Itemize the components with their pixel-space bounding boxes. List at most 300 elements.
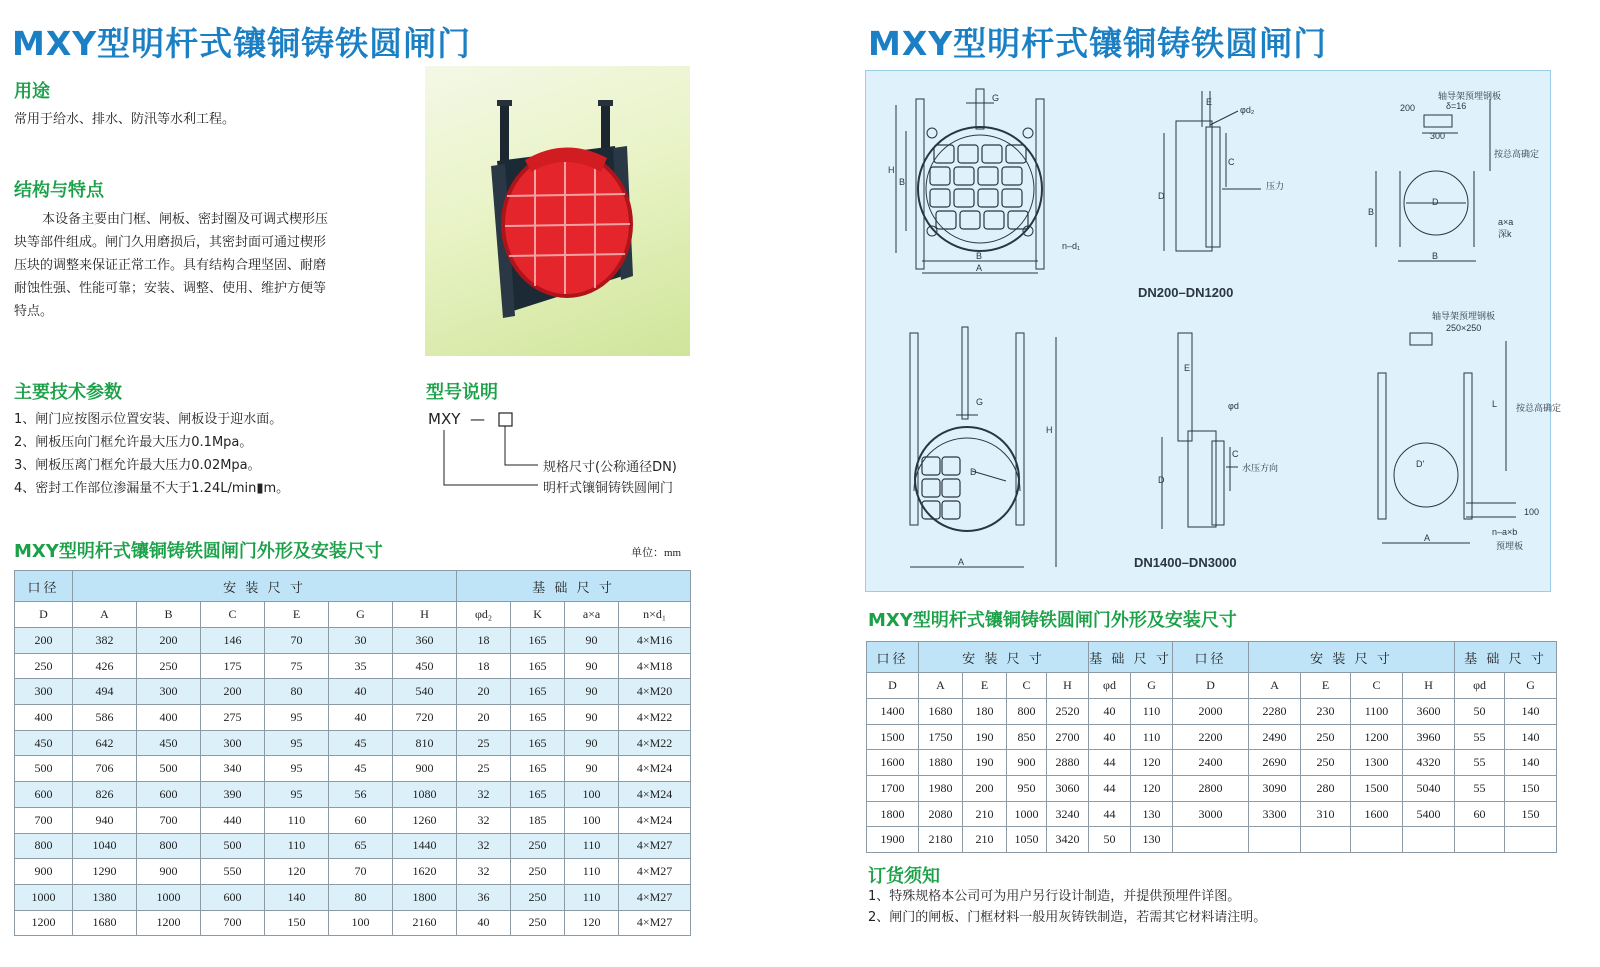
group-header: 安 装 尺 寸 <box>1249 642 1455 673</box>
table-cell: 826 <box>73 782 137 808</box>
label-200: 200 <box>1400 103 1416 113</box>
group-header: 口径 <box>867 642 919 673</box>
label-a-foundation: A <box>1424 533 1431 543</box>
table-cell: 1260 <box>393 807 457 833</box>
label-b: B <box>899 177 906 187</box>
order-line: 2、闸门的闸板、门框材料一般用灰铸铁制造，若需其它材料请注明。 <box>868 910 1267 925</box>
table-cell: 3090 <box>1249 776 1301 802</box>
table-cell: 900 <box>393 756 457 782</box>
table-cell: 4×M24 <box>619 782 691 808</box>
table-cell: 300 <box>201 730 265 756</box>
column-header: G <box>329 602 393 628</box>
table-cell: 500 <box>201 833 265 859</box>
side-view-small <box>1164 91 1261 251</box>
table-row <box>15 653 691 679</box>
table-cell: 2200 <box>1173 724 1249 750</box>
right-page-title: MXY型明杆式镶铜铸铁圆闸门 <box>868 24 1328 63</box>
table-cell: 800 <box>137 833 201 859</box>
order-notes <box>868 886 1266 928</box>
table-cell: 110 <box>1131 724 1173 750</box>
group-header: 基 础 尺 寸 <box>1089 642 1173 673</box>
table-cell <box>1403 827 1455 853</box>
label-e-large: E <box>1184 363 1191 373</box>
table-row <box>15 756 691 782</box>
group-header: 口径 <box>1173 642 1249 673</box>
gate-photo-illustration <box>425 66 690 356</box>
table-cell: 80 <box>329 884 393 910</box>
table-cell: 90 <box>565 756 619 782</box>
column-header: G <box>1131 673 1173 699</box>
column-header: E <box>1301 673 1351 699</box>
param-item: 2、闸板压向门框允许最大压力0.1Mpa。 <box>14 435 253 450</box>
table-cell: 165 <box>511 628 565 654</box>
table-cell: 200 <box>15 628 73 654</box>
param-item: 1、闸门应按图示位置安装、闸板设于迎水面。 <box>14 412 283 427</box>
label-b2: B <box>976 251 983 261</box>
label-water-dir: 水压方向 <box>1242 463 1279 473</box>
table-cell: 494 <box>73 679 137 705</box>
table-cell: 130 <box>1131 801 1173 827</box>
table-cell: 5400 <box>1403 801 1455 827</box>
table-cell: 800 <box>1007 699 1047 725</box>
table-row <box>15 705 691 731</box>
table-cell: 55 <box>1455 750 1505 776</box>
column-header: A <box>73 602 137 628</box>
table-cell: 90 <box>565 705 619 731</box>
foundation-view-small <box>1376 99 1490 261</box>
label-d: D <box>1158 191 1165 201</box>
table-cell: 60 <box>1455 801 1505 827</box>
table-cell: 56 <box>329 782 393 808</box>
structure-text <box>14 208 364 323</box>
column-header: H <box>1403 673 1455 699</box>
table-cell: 110 <box>1131 699 1173 725</box>
column-header: H <box>1047 673 1089 699</box>
table-cell: 4×M20 <box>619 679 691 705</box>
table-cell: 20 <box>457 705 511 731</box>
structure-line: 本设备主要由门框、闸板、密封圈及可调式楔形压 <box>42 212 329 227</box>
label-pressure: 压力 <box>1266 181 1285 191</box>
table-cell: 2160 <box>393 910 457 936</box>
table-cell: 90 <box>565 653 619 679</box>
label-c-large: C <box>1232 449 1239 459</box>
table-cell: 450 <box>15 730 73 756</box>
table-cell: 440 <box>201 807 265 833</box>
table-cell: 250 <box>1301 750 1351 776</box>
table-cell: 900 <box>15 859 73 885</box>
table-cell: 75 <box>265 653 329 679</box>
table-cell: 50 <box>1089 827 1131 853</box>
table-cell: 1400 <box>867 699 919 725</box>
table-cell: 18 <box>457 653 511 679</box>
table-cell: 4×M27 <box>619 884 691 910</box>
table-cell: 1600 <box>1351 801 1403 827</box>
label-e: E <box>1206 97 1213 107</box>
table-cell: 250 <box>511 859 565 885</box>
table-cell: 130 <box>1131 827 1173 853</box>
table-cell: 700 <box>15 807 73 833</box>
column-header: E <box>963 673 1007 699</box>
label-g: G <box>992 93 1000 103</box>
table-cell: 70 <box>265 628 329 654</box>
table-cell: 1200 <box>137 910 201 936</box>
table-cell: 400 <box>137 705 201 731</box>
table-cell: 706 <box>73 756 137 782</box>
table-cell: 450 <box>393 653 457 679</box>
table-cell: 950 <box>1007 776 1047 802</box>
table-cell: 110 <box>565 859 619 885</box>
column-header: C <box>201 602 265 628</box>
group-header: 基 础 尺 寸 <box>1455 642 1557 673</box>
table-cell: 120 <box>565 910 619 936</box>
table-cell: 60 <box>329 807 393 833</box>
table-cell: 110 <box>565 833 619 859</box>
table-cell: 1500 <box>867 724 919 750</box>
table-row <box>867 776 1557 802</box>
table-cell: 2800 <box>1173 776 1249 802</box>
table-row <box>15 807 691 833</box>
structure-line: 块等部件组成。闸门久用磨损后，其密封面可通过楔形 <box>14 235 327 250</box>
table-cell: 30 <box>329 628 393 654</box>
structure-line: 特点。 <box>14 304 54 319</box>
table-cell: 4320 <box>1403 750 1455 776</box>
table-cell: 210 <box>963 801 1007 827</box>
column-header: D <box>867 673 919 699</box>
table-cell: 1440 <box>393 833 457 859</box>
table-cell: 36 <box>457 884 511 910</box>
table-cell: 3600 <box>1403 699 1455 725</box>
table-cell: 3000 <box>1173 801 1249 827</box>
table-cell: 90 <box>565 628 619 654</box>
table-cell: 55 <box>1455 776 1505 802</box>
table-cell: 1600 <box>867 750 919 776</box>
table-cell: 165 <box>511 730 565 756</box>
table-cell: 4×M16 <box>619 628 691 654</box>
table-cell: 1080 <box>393 782 457 808</box>
table-cell: 2700 <box>1047 724 1089 750</box>
table-cell: 5040 <box>1403 776 1455 802</box>
table-cell: 275 <box>201 705 265 731</box>
table-cell: 850 <box>1007 724 1047 750</box>
table-cell: 100 <box>565 807 619 833</box>
label-nab: n–a×b <box>1492 527 1518 537</box>
table-cell: 110 <box>565 884 619 910</box>
table-cell: 340 <box>201 756 265 782</box>
group-header: 安 装 尺 寸 <box>73 571 457 602</box>
table-cell: 300 <box>137 679 201 705</box>
foundation-view-large <box>1378 333 1516 543</box>
table-cell: 250 <box>511 910 565 936</box>
drawing-panel <box>865 70 1562 592</box>
left-table-heading: MXY型明杆式镶铜铸铁圆闸门外形及安装尺寸 <box>14 541 383 562</box>
table-cell: 90 <box>565 679 619 705</box>
table-cell: 120 <box>1131 776 1173 802</box>
table-cell: 1000 <box>137 884 201 910</box>
table-cell: 4×M18 <box>619 653 691 679</box>
label-h-large: H <box>1046 425 1053 435</box>
table-cell: 180 <box>963 699 1007 725</box>
table-cell: 1800 <box>867 801 919 827</box>
product-photo <box>425 66 690 356</box>
table-cell: 110 <box>265 833 329 859</box>
table-cell: 800 <box>15 833 73 859</box>
left-unit: 单位：mm <box>631 547 682 559</box>
table-cell: 382 <box>73 628 137 654</box>
label-a: A <box>976 263 983 273</box>
group-header: 基 础 尺 寸 <box>457 571 691 602</box>
table-cell: 200 <box>963 776 1007 802</box>
table-cell: 45 <box>329 730 393 756</box>
table-cell: 720 <box>393 705 457 731</box>
table-cell: 32 <box>457 833 511 859</box>
table-cell: 500 <box>15 756 73 782</box>
label-aa: a×a <box>1498 217 1514 227</box>
table-cell: 120 <box>265 859 329 885</box>
label-d-large: D <box>970 467 977 477</box>
column-header: φd <box>1089 673 1131 699</box>
group-header: 安 装 尺 寸 <box>919 642 1089 673</box>
label-d-prime: D' <box>1416 459 1425 469</box>
table-cell: 190 <box>963 750 1007 776</box>
table-cell: 50 <box>1455 699 1505 725</box>
range-label-1: DN200–DN1200 <box>1138 285 1234 300</box>
label-plate-2: 轴导架预埋钢板 <box>1432 311 1496 321</box>
table-row <box>15 730 691 756</box>
table-cell: 2690 <box>1249 750 1301 776</box>
table-cell: 900 <box>1007 750 1047 776</box>
label-b-vertical: B <box>1368 207 1375 217</box>
column-header: a×a <box>565 602 619 628</box>
table-row <box>867 699 1557 725</box>
structure-line: 耐蚀性强、性能可靠；安装、调整、使用、维护方便等 <box>14 281 327 296</box>
table-cell: 3420 <box>1047 827 1089 853</box>
table-cell: 550 <box>201 859 265 885</box>
table-row <box>15 782 691 808</box>
column-header: D <box>15 602 73 628</box>
usage-text: 常用于给水、排水、防汛等水利工程。 <box>14 112 236 127</box>
table-cell: 146 <box>201 628 265 654</box>
table-cell: 400 <box>15 705 73 731</box>
table-cell: 150 <box>1505 776 1557 802</box>
table-cell: 2490 <box>1249 724 1301 750</box>
table-cell: 200 <box>137 628 201 654</box>
table-row <box>15 884 691 910</box>
table-cell: 4×M22 <box>619 705 691 731</box>
table-cell: 165 <box>511 679 565 705</box>
table-cell: 120 <box>1131 750 1173 776</box>
table-row <box>15 679 691 705</box>
column-header: φd₂ <box>457 602 511 628</box>
table-cell: 175 <box>201 653 265 679</box>
table-cell: 95 <box>265 705 329 731</box>
table-cell: 700 <box>137 807 201 833</box>
table-cell: 250 <box>137 653 201 679</box>
table-cell: 700 <box>201 910 265 936</box>
technical-drawings <box>866 71 1562 591</box>
model-code: MXY <box>428 410 461 428</box>
table-cell: 1040 <box>73 833 137 859</box>
table-cell: 90 <box>565 730 619 756</box>
table-cell: 65 <box>329 833 393 859</box>
table-cell: 1500 <box>1351 776 1403 802</box>
table-cell: 165 <box>511 705 565 731</box>
table-cell: 200 <box>201 679 265 705</box>
model-explanation <box>428 408 698 498</box>
table-row <box>867 801 1557 827</box>
table-cell: 32 <box>457 859 511 885</box>
table-cell: 4×M27 <box>619 833 691 859</box>
table-cell: 600 <box>137 782 201 808</box>
label-nd1: n–d₁ <box>1062 241 1081 251</box>
table-cell: 1750 <box>919 724 963 750</box>
table-cell: 900 <box>137 859 201 885</box>
label-l: L <box>1492 399 1498 409</box>
column-header: φd <box>1455 673 1505 699</box>
table-cell: 100 <box>329 910 393 936</box>
table-cell: 642 <box>73 730 137 756</box>
model-heading: 型号说明 <box>426 382 498 403</box>
table-cell <box>1173 827 1249 853</box>
label-d-foundation: D <box>1432 197 1439 207</box>
order-line: 1、特殊规格本公司可为用户另行设计制造，并提供预埋件详图。 <box>868 889 1241 904</box>
param-item: 3、闸板压离门框允许最大压力0.02Mpa。 <box>14 458 261 473</box>
table-cell: 3960 <box>1403 724 1455 750</box>
table-cell: 95 <box>265 730 329 756</box>
table-cell: 140 <box>1505 724 1557 750</box>
label-by-height-1: 按总高确定 <box>1494 149 1540 159</box>
column-header: E <box>265 602 329 628</box>
table-cell: 2080 <box>919 801 963 827</box>
table-cell: 20 <box>457 679 511 705</box>
table-cell: 100 <box>565 782 619 808</box>
group-header: 口径 <box>15 571 73 602</box>
table-row <box>867 827 1557 853</box>
table-cell <box>1301 827 1351 853</box>
table-cell: 210 <box>963 827 1007 853</box>
table-cell: 250 <box>511 833 565 859</box>
column-header: G <box>1505 673 1557 699</box>
table-cell: 1290 <box>73 859 137 885</box>
column-header: C <box>1007 673 1047 699</box>
left-dimension-table <box>14 570 691 936</box>
table-cell: 40 <box>329 679 393 705</box>
column-header: B <box>137 602 201 628</box>
label-plate-1-spec: δ=16 <box>1446 101 1467 111</box>
table-cell: 940 <box>73 807 137 833</box>
structure-line: 压块的调整来保证正常工作。具有结构合理坚固、耐磨 <box>14 258 327 273</box>
table-cell: 150 <box>1505 801 1557 827</box>
table-cell: 1620 <box>393 859 457 885</box>
table-cell: 1700 <box>867 776 919 802</box>
table-cell: 80 <box>265 679 329 705</box>
usage-heading: 用途 <box>14 81 50 102</box>
table-row <box>867 750 1557 776</box>
table-cell: 600 <box>201 884 265 910</box>
column-header: D <box>1173 673 1249 699</box>
label-phid2: φd₂ <box>1240 105 1255 115</box>
table-row <box>15 833 691 859</box>
table-cell: 44 <box>1089 776 1131 802</box>
table-cell: 2000 <box>1173 699 1249 725</box>
table-cell: 40 <box>1089 699 1131 725</box>
table-cell: 1980 <box>919 776 963 802</box>
table-cell: 1900 <box>867 827 919 853</box>
table-cell: 1200 <box>15 910 73 936</box>
table-cell: 70 <box>329 859 393 885</box>
table-cell: 165 <box>511 756 565 782</box>
order-heading: 订货须知 <box>868 866 940 887</box>
table-row <box>867 724 1557 750</box>
table-cell: 4×M24 <box>619 807 691 833</box>
model-label-type: 明杆式镶铜铸铁圆闸门 <box>543 481 674 496</box>
label-by-height-2: 按总高确定 <box>1516 403 1562 413</box>
table-cell: 1000 <box>15 884 73 910</box>
table-cell: 450 <box>137 730 201 756</box>
column-header: H <box>393 602 457 628</box>
right-dimension-table <box>866 641 1557 853</box>
label-embed: 预埋板 <box>1496 541 1524 551</box>
table-cell: 35 <box>329 653 393 679</box>
range-label-2: DN1400–DN3000 <box>1134 555 1237 570</box>
table-cell: 250 <box>15 653 73 679</box>
table-cell: 44 <box>1089 750 1131 776</box>
table-cell: 140 <box>265 884 329 910</box>
table-cell: 32 <box>457 782 511 808</box>
table-cell: 95 <box>265 782 329 808</box>
table-cell: 44 <box>1089 801 1131 827</box>
table-cell: 32 <box>457 807 511 833</box>
table-cell: 280 <box>1301 776 1351 802</box>
side-view-large <box>1162 333 1238 529</box>
front-view-small <box>896 89 1044 273</box>
label-100: 100 <box>1524 507 1540 517</box>
label-plate-2-spec: 250×250 <box>1446 323 1482 333</box>
table-cell <box>1455 827 1505 853</box>
table-cell: 3060 <box>1047 776 1089 802</box>
table-cell: 250 <box>1301 724 1351 750</box>
table-cell: 300 <box>15 679 73 705</box>
table-cell: 40 <box>329 705 393 731</box>
label-phid: φd <box>1228 401 1239 411</box>
table-cell: 4×M27 <box>619 910 691 936</box>
table-cell: 150 <box>265 910 329 936</box>
label-b-foundation: B <box>1432 251 1439 261</box>
left-page-title: MXY型明杆式镶铜铸铁圆闸门 <box>12 24 472 63</box>
table-cell: 390 <box>201 782 265 808</box>
table-cell: 4×M22 <box>619 730 691 756</box>
table-cell: 140 <box>1505 699 1557 725</box>
table-cell: 230 <box>1301 699 1351 725</box>
table-row <box>15 628 691 654</box>
table-cell: 360 <box>393 628 457 654</box>
model-label-size: 规格尺寸(公称通径DN) <box>543 460 677 475</box>
table-cell: 310 <box>1301 801 1351 827</box>
table-cell: 2520 <box>1047 699 1089 725</box>
label-plate-1: 轴导架预埋钢板 <box>1438 91 1502 101</box>
table-cell: 4×M27 <box>619 859 691 885</box>
table-cell: 1680 <box>919 699 963 725</box>
table-cell: 190 <box>963 724 1007 750</box>
label-c: C <box>1228 157 1235 167</box>
right-table-heading: MXY型明杆式镶铜铸铁圆闸门外形及安装尺寸 <box>868 610 1237 631</box>
table-cell: 1000 <box>1007 801 1047 827</box>
table-cell: 1680 <box>73 910 137 936</box>
table-cell: 1050 <box>1007 827 1047 853</box>
params-list <box>14 408 289 500</box>
table-cell: 540 <box>393 679 457 705</box>
table-cell: 3240 <box>1047 801 1089 827</box>
table-cell: 1800 <box>393 884 457 910</box>
